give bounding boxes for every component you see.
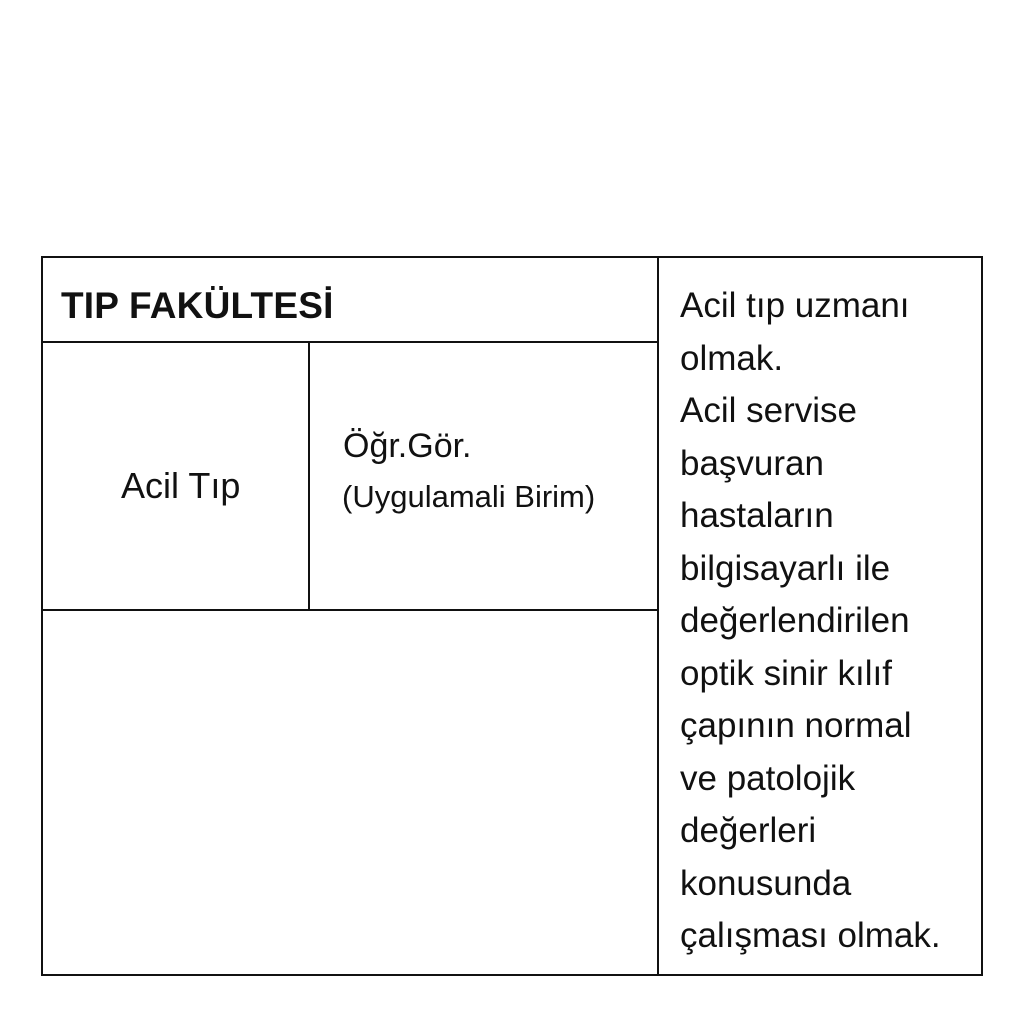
position-title: Öğr.Gör. [343, 427, 472, 465]
empty-cell [43, 611, 657, 974]
requirements-line: bilgisayarlı ile [680, 548, 891, 588]
job-posting-table [41, 256, 983, 976]
requirements-line: Acil tıp uzmanı [680, 286, 910, 325]
position-cell [310, 343, 657, 611]
department-label: Acil Tıp [121, 465, 241, 506]
requirements-line: hastaların [680, 496, 834, 535]
requirements-line: değerleri [680, 811, 817, 850]
requirements-line: optik sinir kılıf [680, 653, 892, 693]
left-column [43, 258, 659, 974]
requirements-line: olmak. [680, 338, 784, 378]
requirements-cell [659, 258, 981, 974]
requirements-text [680, 280, 941, 963]
requirements-line: Acil servise [680, 391, 857, 430]
requirements-line: değerlendirilen [680, 601, 910, 640]
requirements-line: çapının normal [680, 706, 912, 745]
department-cell [43, 343, 310, 611]
requirements-line: çalışması olmak. [680, 916, 941, 955]
faculty-cell [43, 258, 657, 343]
requirements-line: başvuran [680, 443, 824, 483]
requirements-line: ve patolojik [680, 758, 856, 798]
requirements-line: konusunda [680, 863, 852, 903]
faculty-title: TIP FAKÜLTESİ [61, 285, 334, 326]
position-unit: (Uygulamali Birim) [342, 479, 596, 514]
